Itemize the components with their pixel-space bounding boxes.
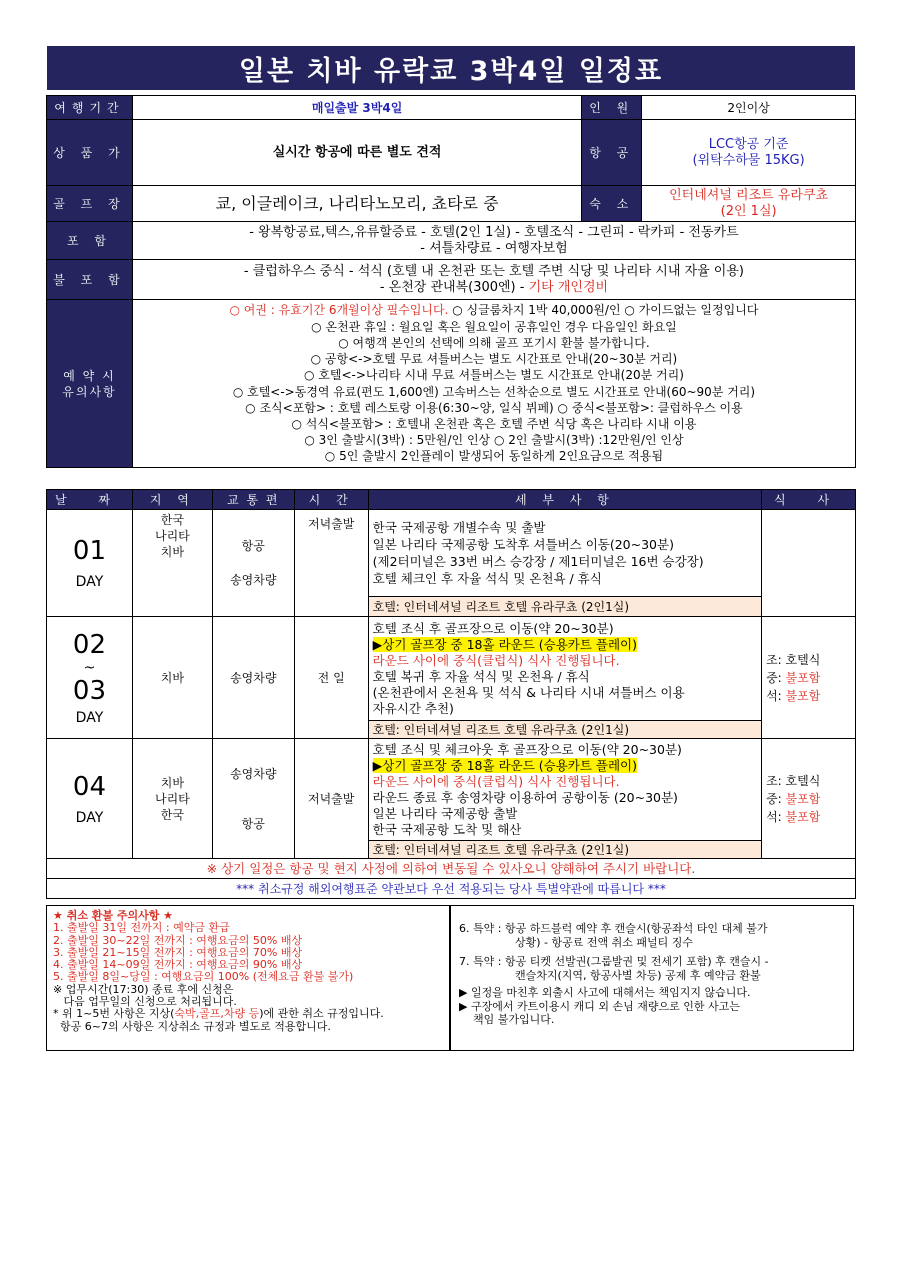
cancel-rule-2: 2. 출발일 30~22일 전까지 : 여행요금의 50% 배상: [53, 933, 303, 947]
header-date: 날 짜: [47, 490, 133, 510]
header-details: 세 부 사 항: [368, 490, 761, 510]
special-term-6-cont: 상황) - 항공료 전액 취소 패널티 징수: [515, 935, 694, 949]
day2-detail-6: 자유시간 추천): [372, 700, 454, 716]
day4-transport-air: 항공: [241, 816, 265, 831]
air-label: 항 공: [582, 120, 642, 186]
golf-label: 골 프 장: [47, 186, 133, 222]
liability-note-2: ▶ 구장에서 카트이용시 캐디 외 손님 재량으로 인한 사고는: [459, 999, 740, 1013]
stay-label: 숙 소: [582, 186, 642, 222]
day4-detail-6: 한국 국제공항 도착 및 해산: [372, 821, 522, 837]
people-value: 2인이상: [642, 96, 856, 120]
day2-meal-lunch: 불포함: [785, 670, 821, 685]
cancel-business-hours: ※ 업무시간(17:30) 종료 후에 신청은: [53, 982, 234, 996]
note-meals: ○ 조식<포함> : 호텔 레스토랑 이용(6:30~양, 일식 뷔페) ○ 중식<불포함>: 클럽하우스 이용: [245, 400, 743, 415]
people-label: 인 원: [582, 96, 642, 120]
day4-meal-dinner-label: 석:: [766, 809, 786, 824]
golf-value: 쿄, 이글레이크, 나리타노모리, 쵸타로 중: [132, 186, 581, 222]
exclude-line-1: - 클럽하우스 중식 - 석식 (호텔 내 온천관 또는 호텔 주변 식당 및 나리타 시내 자율 이용): [243, 263, 744, 279]
stay-value-2: (2인 1실): [720, 203, 777, 219]
day2-tilde: ~: [83, 659, 96, 676]
day2-hotel: 호텔: 인터네셔널 리조트 호텔 유라쿠쵸 (2인1실): [368, 721, 761, 739]
day2-meal-lunch-label: 중:: [766, 670, 786, 685]
day1-detail-4: 호텔 체크인 후 자율 석식 및 온천욕 / 휴식: [372, 571, 602, 586]
day2-time: 전 일: [294, 617, 368, 739]
day4-meal-lunch: 불포함: [785, 791, 821, 806]
info-table: [46, 95, 856, 468]
page-title: 일본 치바 유락쿄 3박4일 일정표: [47, 46, 855, 90]
note-tokyo-bus: ○ 호텔<->동경역 유료(편도 1,600엔) 고속버스는 선착순으로 별도 시간표로 안내(60~90분 거리): [232, 384, 756, 399]
day4-transport-car: 송영차량: [230, 766, 277, 781]
cancel-rule-3: 3. 출발일 21~15일 전까지 : 여행요금의 70% 배상: [53, 945, 303, 959]
note-five-people: ○ 5인 출발시 2인플레이 발생되어 동일하게 2인요금으로 적용됨: [324, 449, 664, 464]
day1-transport-car: 송영차량: [230, 573, 277, 587]
air-value-2: (위탁수하물 15KG): [692, 152, 805, 168]
cancel-notice-box: [46, 905, 450, 1051]
price-value: 실시간 항공에 따른 별도 견적: [132, 120, 581, 186]
special-terms-box: [450, 905, 854, 1051]
cancel-rule-1: 1. 출발일 31일 전까지 : 예약금 환급: [53, 921, 230, 935]
day4-time: 저녁출발: [294, 739, 368, 859]
header-time: 시 간: [294, 490, 368, 510]
period-label: 여행기간: [47, 96, 133, 120]
liability-note-1: ▶ 일정을 마친후 외출시 사고에 대해서는 책임지지 않습니다.: [459, 986, 751, 999]
day4-number: 04: [72, 771, 106, 802]
day4-meal-lunch-label: 중:: [766, 791, 786, 806]
day2-transport: 송영차량: [212, 617, 294, 739]
cancel-ground-rule-a: * 위 1~5번 사항은 지상(: [53, 1007, 175, 1021]
day2-number: 02: [72, 629, 106, 660]
cancel-rule-4: 4. 출발일 14~09일 전까지 : 여행요금의 90% 배상: [53, 958, 303, 972]
header-meals: 식 사: [762, 490, 856, 510]
day4-detail-4: 라운드 종료 후 송영차량 이용하여 공항이동 (20~30분): [372, 789, 678, 805]
notes-label-2: 유의사항: [62, 384, 117, 399]
day2-meal-breakfast: 조: 호텔식: [766, 652, 821, 667]
day4-detail-3: 라운드 사이에 중식(클럽식) 식사 진행됩니다.: [372, 773, 620, 789]
header-region: 지 역: [132, 490, 212, 510]
day4-day-label: DAY: [75, 809, 104, 826]
day2-region: 치바: [132, 617, 212, 739]
cancel-business-hours-2: 다음 업무일의 신청으로 처리됩니다.: [53, 995, 237, 1009]
special-term-6: 6. 특약 : 항공 하드블럭 예약 후 캔슬시(항공좌석 타인 대체 불가: [459, 922, 768, 935]
include-line-2: - 셔틀차량료 - 여행자보험: [420, 240, 568, 256]
note-onsen-holiday: ○ 온천관 휴일 : 월요일 혹은 월요일이 공휴일인 경우 다음일인 화요일: [311, 319, 677, 334]
cancel-policy-note: *** 취소규정 해외여행표준 약관보다 우선 적용되는 당사 특별약관에 따릅니다 ***: [47, 879, 856, 899]
day4-detail-5: 일본 나리타 국제공항 출발: [372, 805, 518, 821]
day2-detail-2: ▶상기 골프장 중 18홀 라운드 (승용카트 플레이): [372, 636, 638, 652]
day2-detail-1: 호텔 조식 후 골프장으로 이동(약 20~30분): [372, 620, 614, 636]
day1-region: 한국 나리타 치바: [132, 510, 212, 617]
note-surcharge: ○ 3인 출발시(3박) : 5만원/인 인상 ○ 2인 출발시(3박) :12만원/인 인상: [304, 433, 684, 448]
exclude-line-2: - 온천장 관내복(300엔) -: [379, 279, 529, 295]
include-line-1: - 왕복항공료,텍스,유류할증료 - 호텔(2인 1실) - 호텔조식 - 그린피 - 락카피 - 전동카트: [249, 224, 739, 240]
day2-detail-5: (온천관에서 온천욕 및 석식 & 나리타 시내 셔틀버스 이용: [372, 684, 685, 700]
day4-region: 치바 나리타 한국: [132, 739, 212, 859]
day1-transport-air: 항공: [241, 539, 265, 553]
special-term-7: 7. 특약 : 항공 티켓 선발권(그룹발권 및 전세기 포함) 후 캔슬시 -: [459, 955, 769, 968]
liability-note-2-cont: 책임 불가입니다.: [473, 1013, 555, 1026]
price-label: 상 품 가: [47, 120, 133, 186]
stay-value-1: 인터네셔널 리조트 유라쿠쵸: [669, 187, 829, 203]
day1-detail-2: 일본 나리타 국제공항 도착후 셔틀버스 이동(20~30분): [372, 537, 674, 552]
day4-hotel: 호텔: 인터네셔널 리조트 호텔 유라쿠쵸 (2인1실): [368, 841, 761, 859]
day4-meal-dinner: 불포함: [785, 809, 821, 824]
day3-number: 03: [72, 675, 106, 706]
day4-detail-2: ▶상기 골프장 중 18홀 라운드 (승용카트 플레이): [372, 757, 638, 773]
cancel-title: ★ 취소 환불 주의사항 ★: [53, 909, 174, 922]
schedule-table: [46, 489, 856, 899]
period-value: 매일출발 3박4일: [132, 96, 581, 120]
day1-hotel: 호텔: 인터네셔널 리조트 호텔 유라쿠쵸 (2인1실): [368, 597, 761, 617]
air-value-1: LCC항공 기준: [708, 136, 789, 152]
note-narita-shuttle: ○ 호텔<->나리타 시내 무료 셔틀버스는 별도 시간표로 안내(20분 거리): [304, 368, 684, 383]
day1-day-label: DAY: [75, 574, 104, 590]
exclude-label: 불 포 함: [47, 260, 133, 300]
exclude-personal: 기타 개인경비: [528, 279, 609, 295]
day4-detail-1: 호텔 조식 및 체크아웃 후 골프장으로 이동(약 20~30분): [372, 741, 682, 757]
day1-detail-3: (제2터미널은 33번 버스 승강장 / 제1터미널은 16번 승강장): [372, 554, 704, 569]
cancel-ground-rule-c: )에 관한 취소 규정입니다.: [259, 1007, 384, 1021]
include-label: 포 함: [47, 222, 133, 260]
cancel-rule-5: 5. 출발일 8일~당일 : 여행요금의 100% (전체요금 환불 불가): [53, 970, 354, 984]
note-passport: ○ 여권 : 유효기간 6개월이상 필수입니다.: [229, 303, 449, 318]
day2-detail-3: 라운드 사이에 중식(클럽식) 식사 진행됩니다.: [372, 652, 620, 668]
note-refund: ○ 여행객 본인의 선택에 의해 골프 포기시 환불 불가합니다.: [338, 335, 650, 350]
note-single-room: ○ 싱글룸차지 1박 40,000원/인 ○ 가이드없는 일정입니다: [448, 303, 759, 318]
cancel-air-rule: 항공 6~7의 사항은 지상취소 규정과 별도로 적용합니다.: [53, 1019, 331, 1033]
day1-detail-1: 한국 국제공항 개별수속 및 출발: [372, 520, 546, 535]
special-term-7-cont: 캔슬차지(지역, 항공사별 차등) 공제 후 예약금 환불: [515, 968, 761, 982]
schedule-change-note: ※ 상기 일정은 항공 및 현지 사정에 의하여 변동될 수 있사오니 양해하여 주시기 바랍니다.: [47, 859, 856, 879]
day2-day-label: DAY: [75, 709, 104, 726]
header-transport: 교 통 편: [212, 490, 294, 510]
cancel-ground-rule-b: 숙박,골프,차량 등: [174, 1007, 260, 1021]
notes-label-1: 예 약 시: [63, 368, 116, 383]
day2-meal-dinner-label: 석:: [766, 688, 786, 703]
note-airport-shuttle: ○ 공항<->호텔 무료 셔틀버스는 별도 시간표로 안내(20~30분 거리): [310, 352, 678, 367]
day1-time: 저녁출발: [294, 510, 368, 617]
day2-meal-dinner: 불포함: [785, 688, 821, 703]
note-dinner: ○ 석식<불포함> : 호텔내 온천관 혹은 호텔 주변 식당 혹은 나리타 시내 이용: [291, 416, 697, 431]
day2-detail-4: 호텔 복귀 후 자율 석식 및 온천욕 / 휴식: [372, 668, 590, 684]
day4-meal-breakfast: 조: 호텔식: [766, 773, 821, 788]
day1-number: 01: [72, 536, 106, 566]
